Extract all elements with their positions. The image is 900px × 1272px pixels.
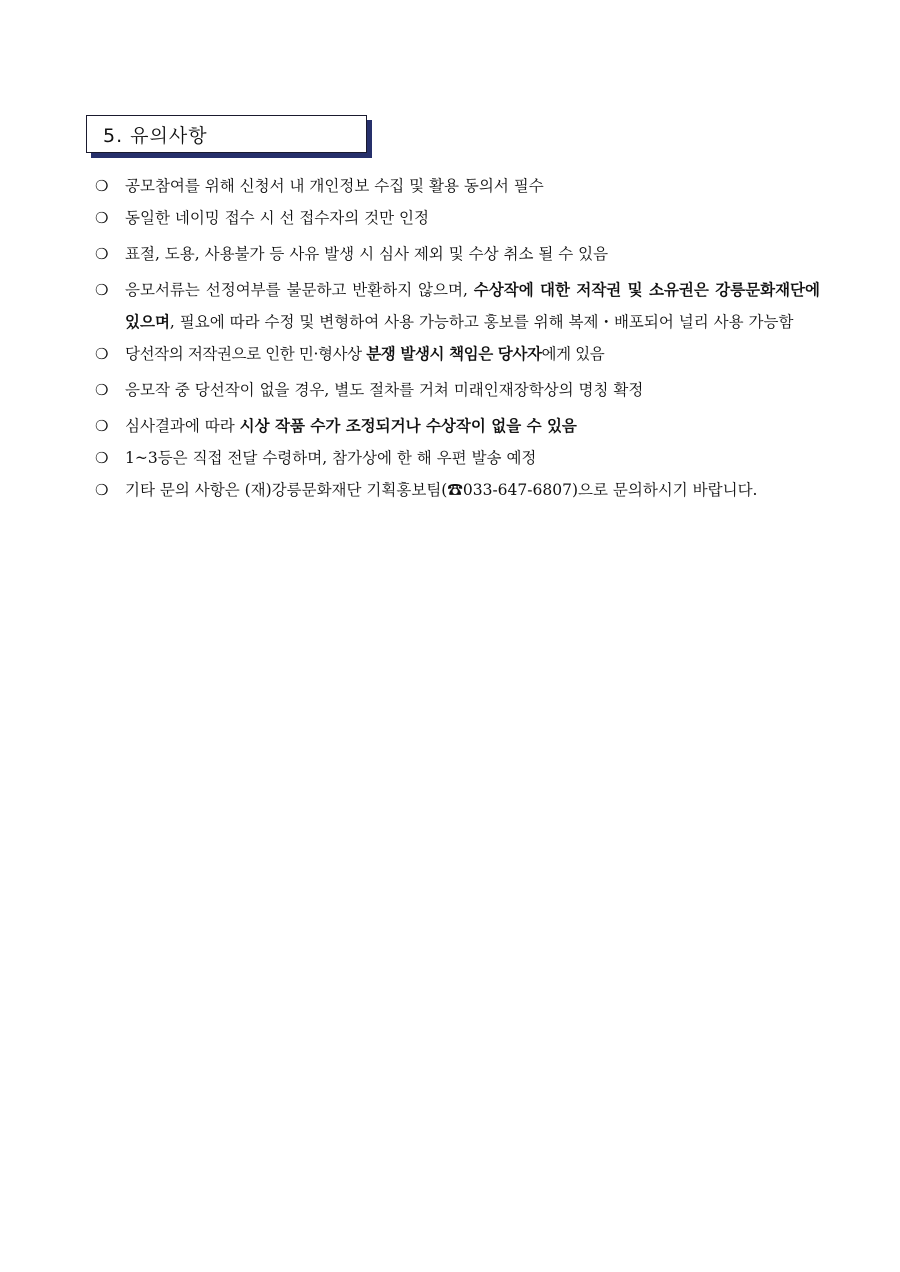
note-item	[95, 474, 820, 506]
note-item	[95, 238, 820, 270]
note-emphasis: 시상 작품 수가 조정되거나 수상작이 없을 수 있음	[239, 416, 577, 435]
note-item	[95, 274, 820, 338]
note-text: 당선작의 저작권으로 인한 민·형사상	[125, 345, 367, 363]
circle-bullet-icon: ❍	[95, 209, 109, 227]
note-text: , 필요에 따라 수정 및 변형하여 사용 가능하고 홍보를 위해 복제・배포되어 널리 사용 가능함	[169, 313, 794, 331]
circle-bullet-icon: ❍	[95, 345, 109, 363]
note-item	[95, 442, 820, 474]
note-item	[95, 374, 820, 406]
note-text: 응모작 중 당선작이 없을 경우, 별도 절차를 거쳐 미래인재장학상의 명칭 확정	[125, 381, 644, 399]
circle-bullet-icon: ❍	[95, 381, 109, 399]
phone-number: 033-647-6807	[462, 481, 572, 499]
note-text: 기타 문의 사항은 (재)강릉문화재단 기획홍보팀(	[125, 481, 448, 499]
note-emphasis: 분쟁 발생시 책임은 당사자	[366, 344, 542, 363]
notes-list	[95, 170, 820, 506]
circle-bullet-icon: ❍	[95, 177, 109, 195]
circle-bullet-icon: ❍	[95, 417, 109, 435]
note-item	[95, 410, 820, 442]
note-text: 응모서류는 선정여부를 불문하고 반환하지 않으며,	[125, 281, 474, 299]
circle-bullet-icon: ❍	[95, 245, 109, 263]
phone-icon: ☎	[447, 481, 463, 499]
note-text: 에게 있음	[541, 345, 605, 363]
note-item	[95, 170, 820, 202]
circle-bullet-icon: ❍	[95, 449, 109, 467]
section-header-box	[86, 115, 367, 153]
note-item	[95, 202, 820, 234]
note-item	[95, 338, 820, 370]
note-text: 공모참여를 위해 신청서 내 개인정보 수집 및 활용 동의서 필수	[125, 177, 544, 195]
note-text: 심사결과에 따라	[125, 417, 240, 435]
section-title: 5. 유의사항	[103, 125, 208, 147]
note-text: 동일한 네이밍 접수 시 선 접수자의 것만 인정	[125, 209, 430, 227]
note-text: 표절, 도용, 사용불가 등 사유 발생 시 심사 제외 및 수상 취소 될 수 있음	[125, 245, 609, 263]
note-text: )으로 문의하시기 바랍니다.	[571, 481, 758, 499]
note-emphasis: 수상작에 대한 저작권 및 소유권은 강릉문화재단에 있으며	[125, 280, 821, 331]
circle-bullet-icon: ❍	[95, 481, 109, 499]
note-text: 1~3등은 직접 전달 수령하며, 참가상에 한 해 우편 발송 예정	[125, 449, 537, 467]
circle-bullet-icon: ❍	[95, 281, 109, 299]
